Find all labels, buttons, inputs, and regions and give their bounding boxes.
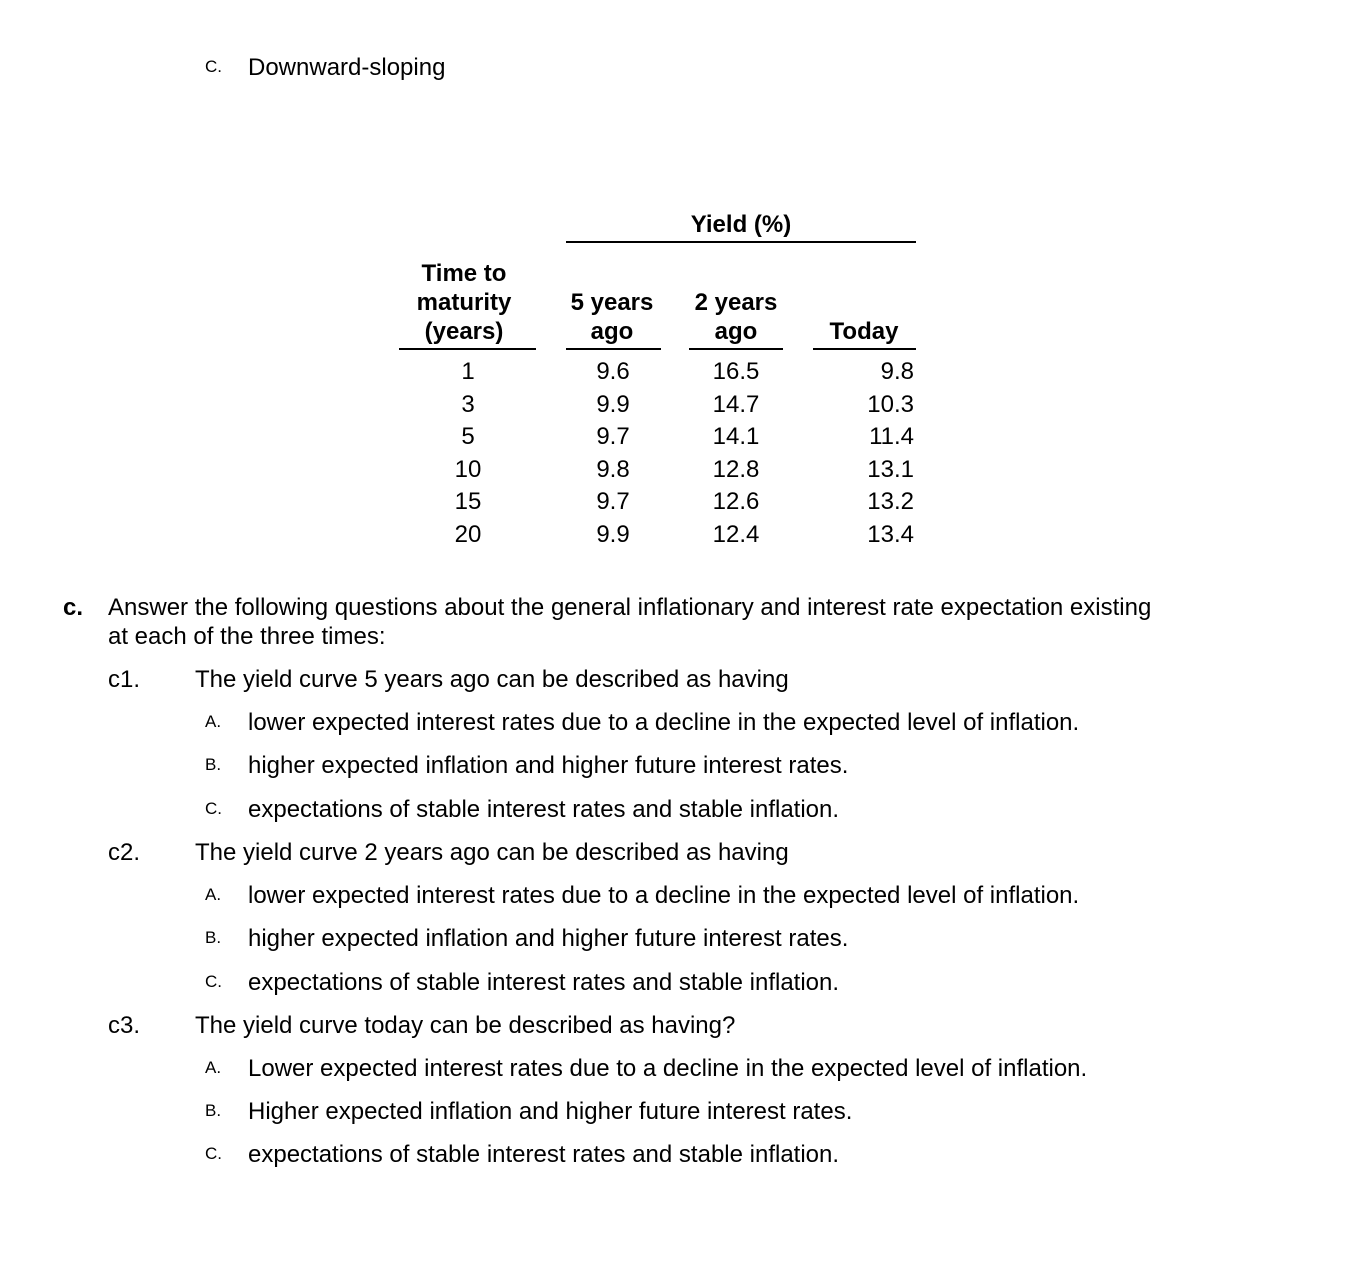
table-cell: 10 xyxy=(454,455,482,483)
question-number: c3. xyxy=(108,1012,141,1039)
table-cell: 14.7 xyxy=(712,390,760,418)
col-maturity xyxy=(420,356,516,551)
header-line: Time to xyxy=(421,260,507,287)
header-line: Today xyxy=(829,318,899,345)
option-text: higher expected inflation and higher future interest rates. xyxy=(248,925,849,952)
table-cell: 10.3 xyxy=(867,390,914,418)
table-cell: 14.1 xyxy=(712,423,760,450)
col-header-today xyxy=(814,317,914,346)
header-line: ago xyxy=(590,318,634,345)
option-letter: C. xyxy=(205,972,222,991)
header-line: maturity xyxy=(416,289,512,316)
table-cell: 13.2 xyxy=(867,488,914,515)
option-text: Downward-sloping xyxy=(248,54,446,81)
table-cell: 9.8 xyxy=(880,358,914,385)
header-rule-today xyxy=(813,348,916,350)
option-text: expectations of stable interest rates and stable inflation. xyxy=(248,1141,840,1168)
table-cell: 1 xyxy=(461,358,475,385)
question-text: The yield curve today can be described as having? xyxy=(195,1012,736,1039)
yield-group-header: Yield (%) xyxy=(690,211,792,238)
col-header-maturity xyxy=(399,259,529,346)
table-cell: 9.7 xyxy=(596,488,630,515)
header-line: 5 years xyxy=(570,289,654,316)
table-cell: 9.9 xyxy=(596,390,630,418)
part-c-text-line1: Answer the following questions about the general inflationary and interest rate expectation existing xyxy=(108,594,1152,621)
header-rule-five-years xyxy=(566,348,661,350)
option-letter: A. xyxy=(205,1058,222,1077)
question-text: The yield curve 5 years ago can be described as having xyxy=(195,666,789,693)
table-cell: 20 xyxy=(454,520,482,548)
option-text: lower expected interest rates due to a decline in the expected level of inflation. xyxy=(248,709,1080,736)
col-header-two-years xyxy=(686,288,786,346)
table-cell: 15 xyxy=(454,488,482,515)
option-letter: C. xyxy=(205,1144,222,1163)
option-text: expectations of stable interest rates and stable inflation. xyxy=(248,969,840,996)
option-text: Lower expected interest rates due to a decline in the expected level of inflation. xyxy=(248,1055,1088,1082)
table-cell: 11.4 xyxy=(869,423,914,450)
header-rule-two-years xyxy=(689,348,783,350)
option-letter: C. xyxy=(205,57,222,76)
table-cell: 9.9 xyxy=(596,520,630,548)
header-rule-maturity xyxy=(399,348,536,350)
col-header-five-years xyxy=(562,288,662,346)
part-c-label: c. xyxy=(63,594,84,621)
option-letter: A. xyxy=(205,885,222,904)
col-today xyxy=(813,356,914,551)
option-text: higher expected inflation and higher future interest rates. xyxy=(248,752,849,779)
option-letter: B. xyxy=(205,928,222,947)
part-c-text-line2: at each of the three times: xyxy=(108,623,386,650)
table-cell: 12.6 xyxy=(712,488,760,515)
table-cell: 13.1 xyxy=(867,455,914,483)
col-five-years xyxy=(566,356,660,551)
option-text: expectations of stable interest rates and stable inflation. xyxy=(248,796,840,823)
question-text: The yield curve 2 years ago can be described as having xyxy=(195,839,789,866)
header-line: ago xyxy=(714,318,758,345)
option-letter: A. xyxy=(205,712,222,731)
group-header-rule xyxy=(566,241,916,243)
option-letter: C. xyxy=(205,799,222,818)
table-cell: 5 xyxy=(461,423,475,450)
question-number: c2. xyxy=(108,839,141,866)
table-cell: 16.5 xyxy=(712,358,760,385)
header-line: (years) xyxy=(424,318,504,345)
table-cell: 9.8 xyxy=(596,455,630,483)
option-letter: B. xyxy=(205,755,222,774)
option-text: Higher expected inflation and higher future interest rates. xyxy=(248,1098,853,1125)
option-text: lower expected interest rates due to a decline in the expected level of inflation. xyxy=(248,882,1080,909)
col-two-years xyxy=(689,356,783,551)
table-cell: 3 xyxy=(461,390,475,418)
table-cell: 13.4 xyxy=(867,520,914,548)
question-number: c1. xyxy=(108,666,141,693)
table-cell: 12.4 xyxy=(712,520,760,548)
table-cell: 12.8 xyxy=(712,455,760,483)
table-cell: 9.7 xyxy=(596,423,630,450)
option-letter: B. xyxy=(205,1101,222,1120)
table-cell: 9.6 xyxy=(596,358,630,385)
header-line: 2 years xyxy=(694,289,778,316)
